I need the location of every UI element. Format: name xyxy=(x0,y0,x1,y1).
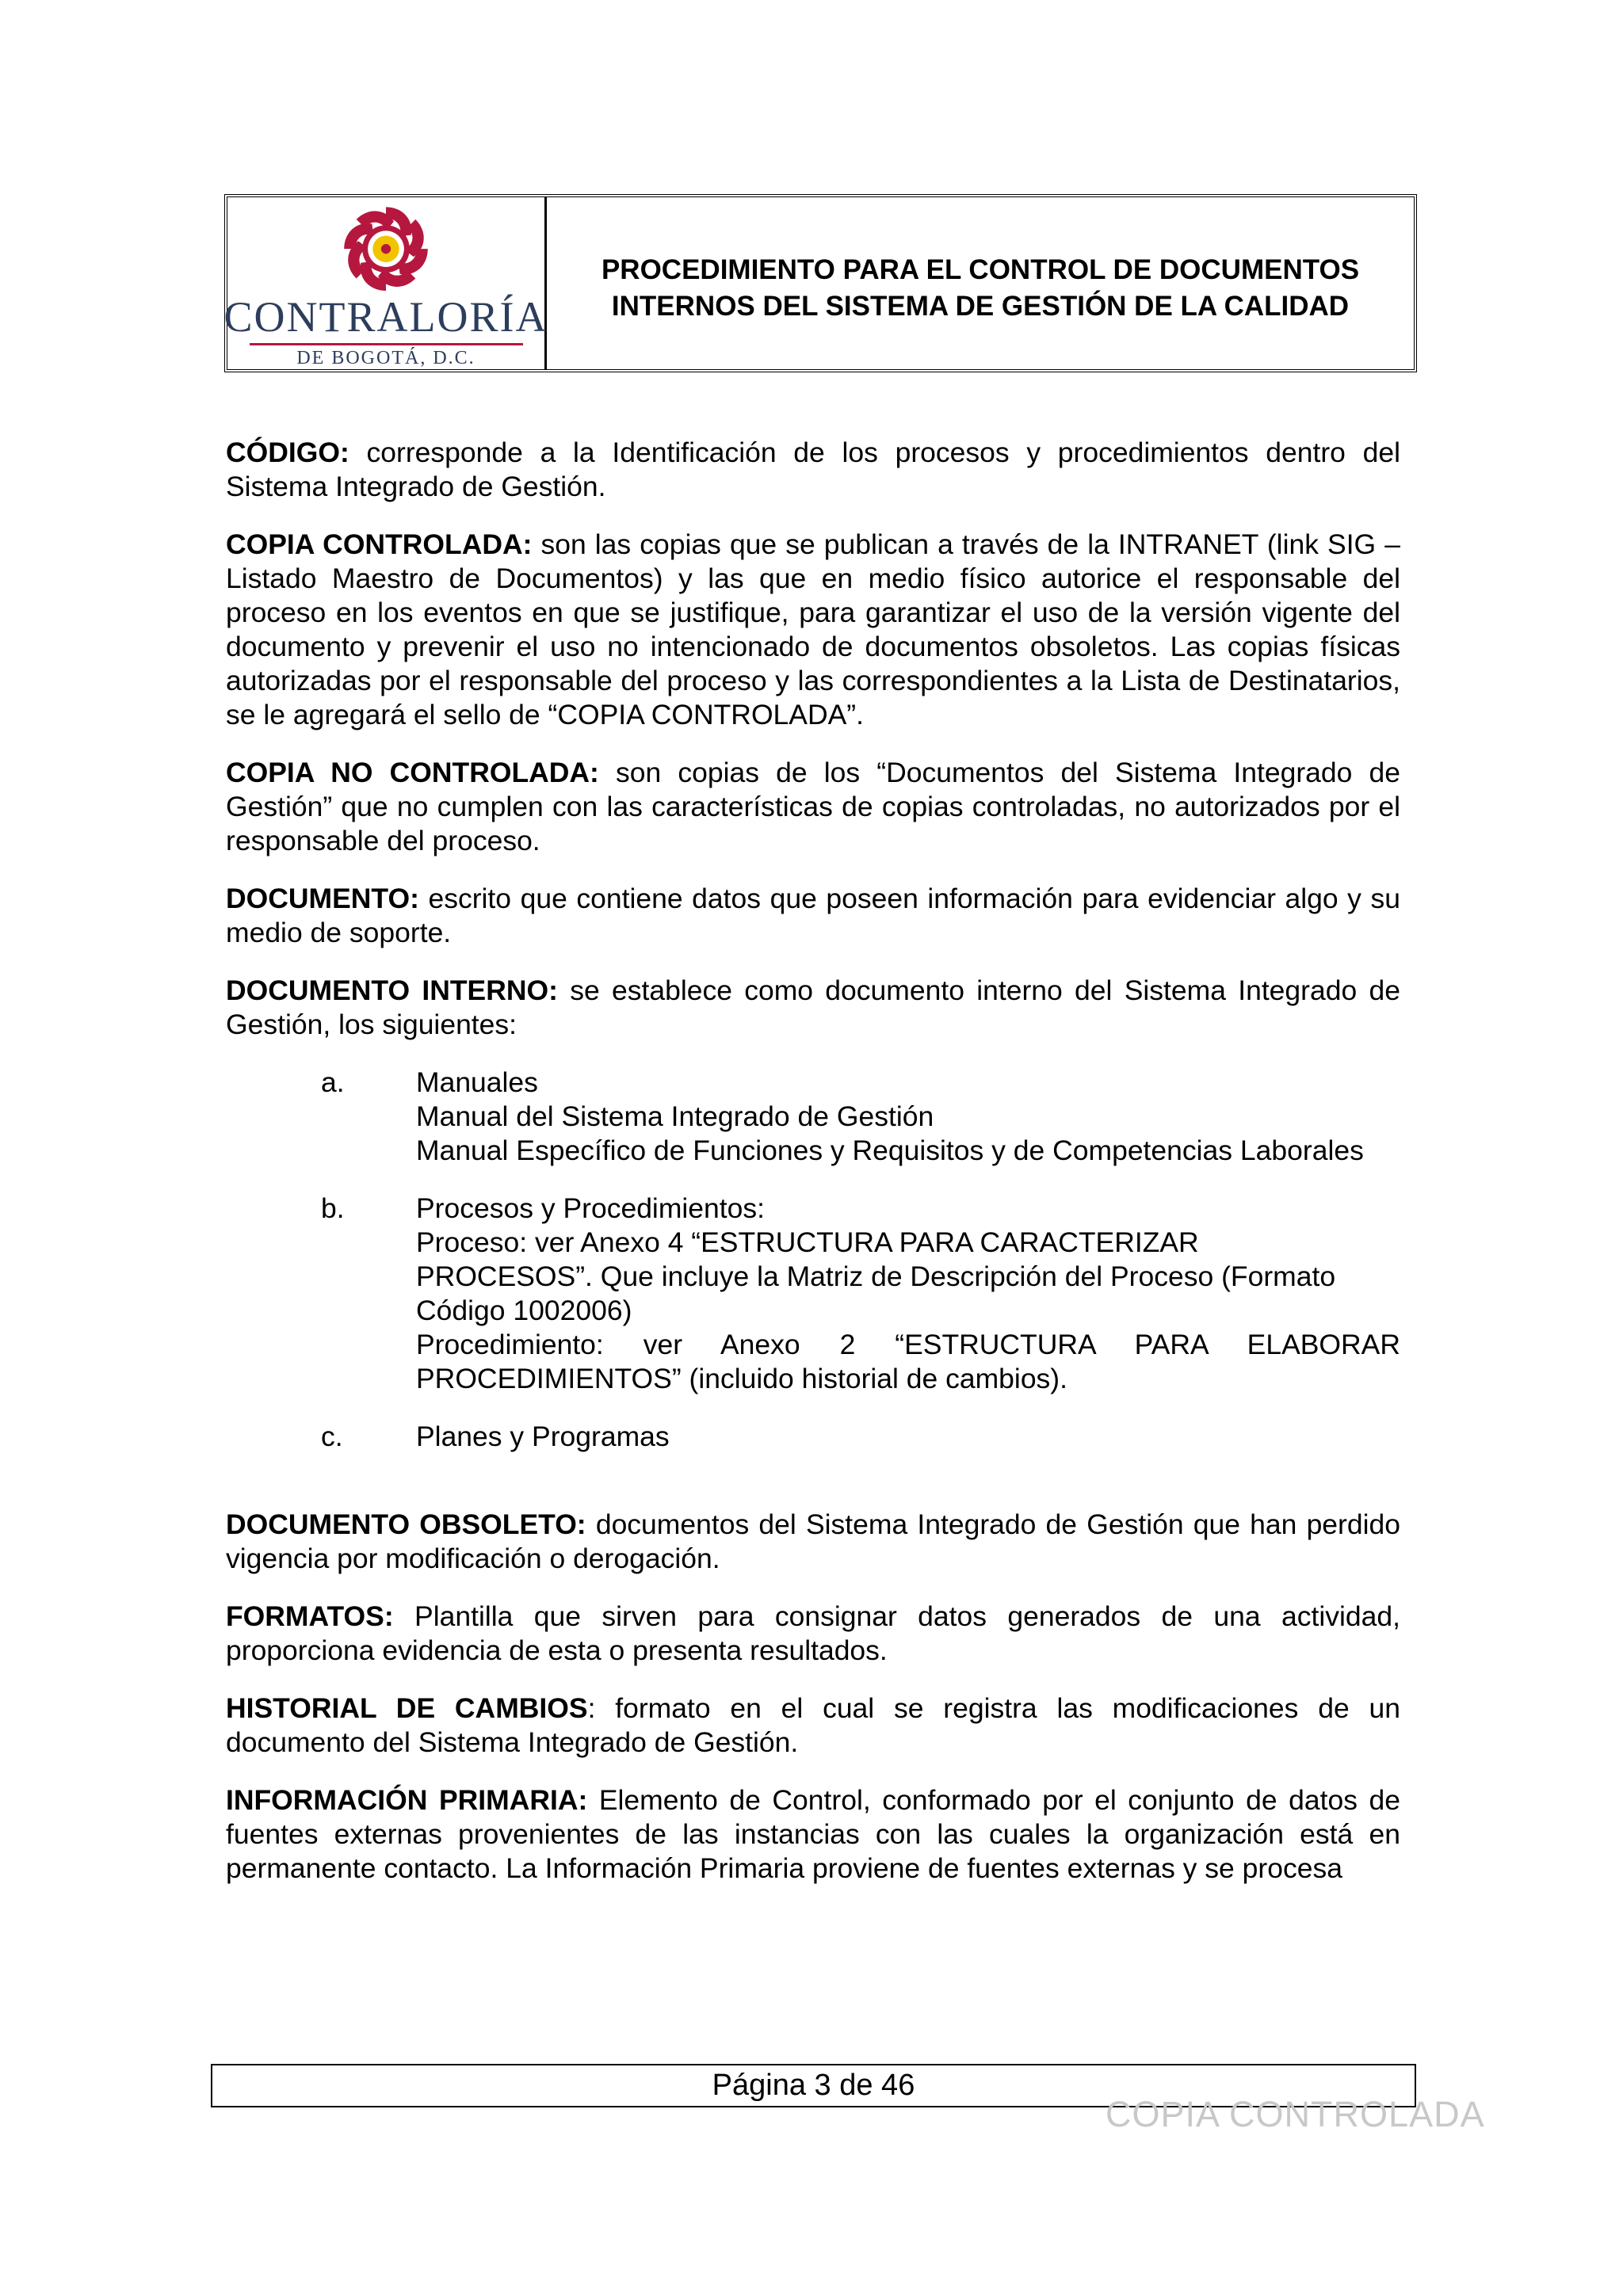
definition-text: Elemento de Control, conformado por el conjunto de datos de fuentes externas provenientes de las instancias con las cuales la organización está en permanente contacto. La Información Primaria proviene de fuentes externas y se procesa xyxy=(226,1784,1400,1884)
list-item-body xyxy=(416,1066,1400,1168)
list-marker: b. xyxy=(321,1192,345,1224)
list-item-b xyxy=(226,1192,1400,1396)
document-header xyxy=(224,194,1417,372)
definition-term: DOCUMENTO OBSOLETO: xyxy=(226,1508,586,1540)
definition-term: HISTORIAL DE CAMBIOS xyxy=(226,1692,588,1724)
definition-text: escrito que contiene datos que poseen información para evidenciar algo y su medio de soporte. xyxy=(226,883,1400,948)
logo-divider xyxy=(250,343,523,345)
logo-cell xyxy=(223,197,548,369)
definition-copia-controlada xyxy=(226,528,1400,732)
contraloria-logo-icon xyxy=(334,204,437,294)
list-item-a xyxy=(226,1066,1400,1168)
document-body xyxy=(226,436,1400,1909)
definition-text: documentos del Sistema Integrado de Gestión que han perdido vigencia por modificación o derogación. xyxy=(226,1508,1400,1574)
definition-text: se establece como documento interno del Sistema Integrado de Gestión, los siguientes: xyxy=(226,974,1400,1040)
list-item-body xyxy=(416,1192,1400,1396)
definition-documento xyxy=(226,882,1400,950)
definition-term: DOCUMENTO INTERNO: xyxy=(226,974,558,1006)
definition-term: COPIA NO CONTROLADA: xyxy=(226,757,599,788)
list-line: Planes y Programas xyxy=(416,1421,670,1452)
definition-copia-no-controlada xyxy=(226,756,1400,858)
definition-text: son copias de los “Documentos del Sistema Integrado de Gestión” que no cumplen con las características de copias controladas, no autorizados por el responsable del proceso. xyxy=(226,757,1400,856)
definition-documento-interno xyxy=(226,974,1400,1042)
list-item-c xyxy=(226,1420,1400,1454)
list-line: Código 1002006) xyxy=(416,1295,632,1326)
list-line: Manual del Sistema Integrado de Gestión xyxy=(416,1100,934,1132)
logo-name: CONTRALORÍA xyxy=(223,293,548,341)
list-line: Proceso: ver Anexo 4 “ESTRUCTURA PARA CARACTERIZAR xyxy=(416,1226,1199,1258)
definition-text: : formato en el cual se registra las modificaciones de un documento del Sistema Integrado de Gestión. xyxy=(226,1692,1400,1758)
logo-subtitle: DE BOGOTÁ, D.C. xyxy=(296,348,475,368)
list-item-body xyxy=(416,1420,1400,1454)
list-marker: c. xyxy=(321,1421,343,1452)
document-types-list xyxy=(226,1066,1400,1454)
definition-codigo xyxy=(226,436,1400,504)
definition-term: DOCUMENTO: xyxy=(226,883,419,914)
definition-documento-obsoleto xyxy=(226,1508,1400,1576)
definition-term: COPIA CONTROLADA: xyxy=(226,528,533,560)
list-line: PROCEDIMIENTOS” (incluido historial de cambios). xyxy=(416,1363,1067,1394)
definition-text: Plantilla que sirven para consignar datos generados de una actividad, proporciona evidencia de esta o presenta resultados. xyxy=(226,1600,1400,1666)
definition-term: CÓDIGO: xyxy=(226,437,349,468)
definition-text: corresponde a la Identificación de los procesos y procedimientos dentro del Sistema Integrado de Gestión. xyxy=(226,437,1400,502)
title-line-1: PROCEDIMIENTO PARA EL CONTROL DE DOCUMENTOS xyxy=(601,254,1360,285)
definition-informacion-primaria xyxy=(226,1783,1400,1886)
definition-term: INFORMACIÓN PRIMARIA: xyxy=(226,1784,588,1816)
list-line: Procedimiento: ver Anexo 2 “ESTRUCTURA PARA ELABORAR xyxy=(416,1329,1400,1360)
list-line: Manual Específico de Funciones y Requisitos y de Competencias Laborales xyxy=(416,1135,1364,1166)
list-line: Manuales xyxy=(416,1066,538,1098)
title-line-2: INTERNOS DEL SISTEMA DE GESTIÓN DE LA CALIDAD xyxy=(611,290,1350,322)
definition-term: FORMATOS: xyxy=(226,1600,394,1632)
copia-controlada-watermark: COPIA CONTROLADA xyxy=(1106,2094,1485,2134)
page-number: Página 3 de 46 xyxy=(712,2069,915,2102)
list-marker: a. xyxy=(321,1066,345,1098)
definition-text: son las copias que se publican a través de la INTRANET (link SIG – Listado Maestro de Documentos) y las que en medio físico autorice el responsable del proceso en los eventos en que se justifique, para garantizar el uso de la versión vigente del documento y prevenir el uso no intencionado de documentos obsoletos. Las copias físicas autorizadas por el responsable del proceso y las correspondientes a la Lista de Destinatarios, se le agregará el sello de “COPIA CONTROLADA”. xyxy=(226,528,1400,730)
document-title xyxy=(547,197,1414,369)
definition-historial-de-cambios xyxy=(226,1691,1400,1760)
list-line: PROCESOS”. Que incluye la Matriz de Descripción del Proceso (Formato xyxy=(416,1261,1336,1292)
list-line: Procesos y Procedimientos: xyxy=(416,1192,765,1224)
definition-formatos xyxy=(226,1600,1400,1668)
